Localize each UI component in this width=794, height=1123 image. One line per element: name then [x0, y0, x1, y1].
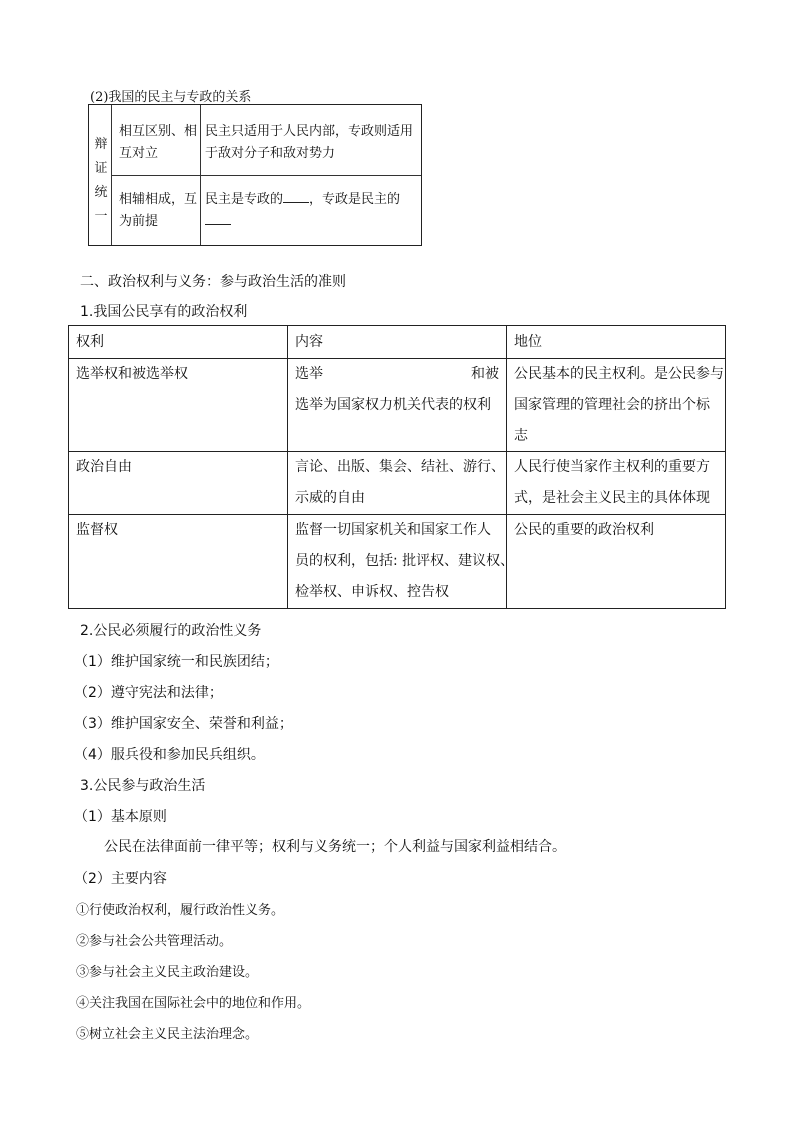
content-cell-2: 言论、出版、集会、结社、游行、 示威的自由 — [295, 459, 505, 506]
dialectic-heading: (2)我国的民主与专政的关系 — [90, 90, 252, 105]
content-cell-1: 选举 和被 选举为国家权力机关代表的权利 — [295, 366, 499, 413]
principle-text: 公民在法律面前一律平等；权利与义务统一；个人利益与国家利益相结合。 — [104, 839, 566, 855]
content-item: ①行使政治权利，履行政治性义务。 — [76, 903, 285, 918]
duty-item: （2）遵守宪法和法律； — [74, 685, 223, 701]
header-content: 内容 — [295, 334, 323, 350]
status-cell-1: 公民基本的民主权利。是公民参与 国家管理的管理社会的挤出个标 志 — [514, 366, 724, 444]
dialectic-table — [88, 104, 422, 246]
status-cell-3: 公民的重要的政治权利 — [514, 522, 654, 538]
relation-cell-2: 相辅相成，互 为前提 — [119, 192, 198, 229]
rights-title: 1.我国公民享有的政治权利 — [80, 304, 248, 320]
participation-title: 3.公民参与政治生活 — [80, 778, 206, 794]
fill-blank-2[interactable] — [205, 212, 231, 225]
right-cell-2: 政治自由 — [76, 459, 132, 475]
right-cell-3: 监督权 — [76, 522, 118, 538]
rights-table — [68, 325, 726, 609]
header-right: 权利 — [76, 334, 104, 350]
right-cell-1: 选举权和被选举权 — [76, 366, 188, 382]
duty-item: （1）维护国家统一和民族团结； — [74, 654, 279, 670]
desc-cell-2: 民主是专政的 ，专政是民主的 — [205, 189, 400, 233]
desc-cell-1: 民主只适用于人民内部，专政则适用 于敌对分子和敌对势力 — [205, 124, 414, 161]
principle-title: （1）基本原则 — [74, 809, 167, 825]
content-item: ②参与社会公共管理活动。 — [76, 934, 233, 949]
content-item: ③参与社会主义民主政治建设。 — [76, 965, 259, 980]
duty-item: （3）维护国家安全、荣誉和利益； — [74, 716, 293, 732]
content-title: （2）主要内容 — [74, 871, 167, 887]
content-item: ④关注我国在国际社会中的地位和作用。 — [76, 996, 311, 1011]
status-cell-2: 人民行使当家作主权利的重要方 式，是社会主义民主的具体体现 — [514, 459, 710, 506]
side-label: 辩 证 统 一 — [94, 137, 108, 224]
duty-item: （4）服兵役和参加民兵组织。 — [74, 747, 265, 763]
relation-cell-1: 相互区别、相 互对立 — [119, 124, 198, 161]
content-item: ⑤树立社会主义民主法治理念。 — [76, 1027, 259, 1042]
header-status: 地位 — [514, 334, 542, 350]
fill-blank-1[interactable] — [283, 190, 309, 203]
section2-title: 二、政治权利与义务：参与政治生活的准则 — [80, 274, 346, 290]
content-cell-3: 监督一切国家机关和国家工作人 员的权利，包括: 批评权、建议权、 检举权、申诉权、控告权 — [295, 522, 515, 600]
duties-title: 2.公民必须履行的政治性义务 — [80, 623, 262, 639]
